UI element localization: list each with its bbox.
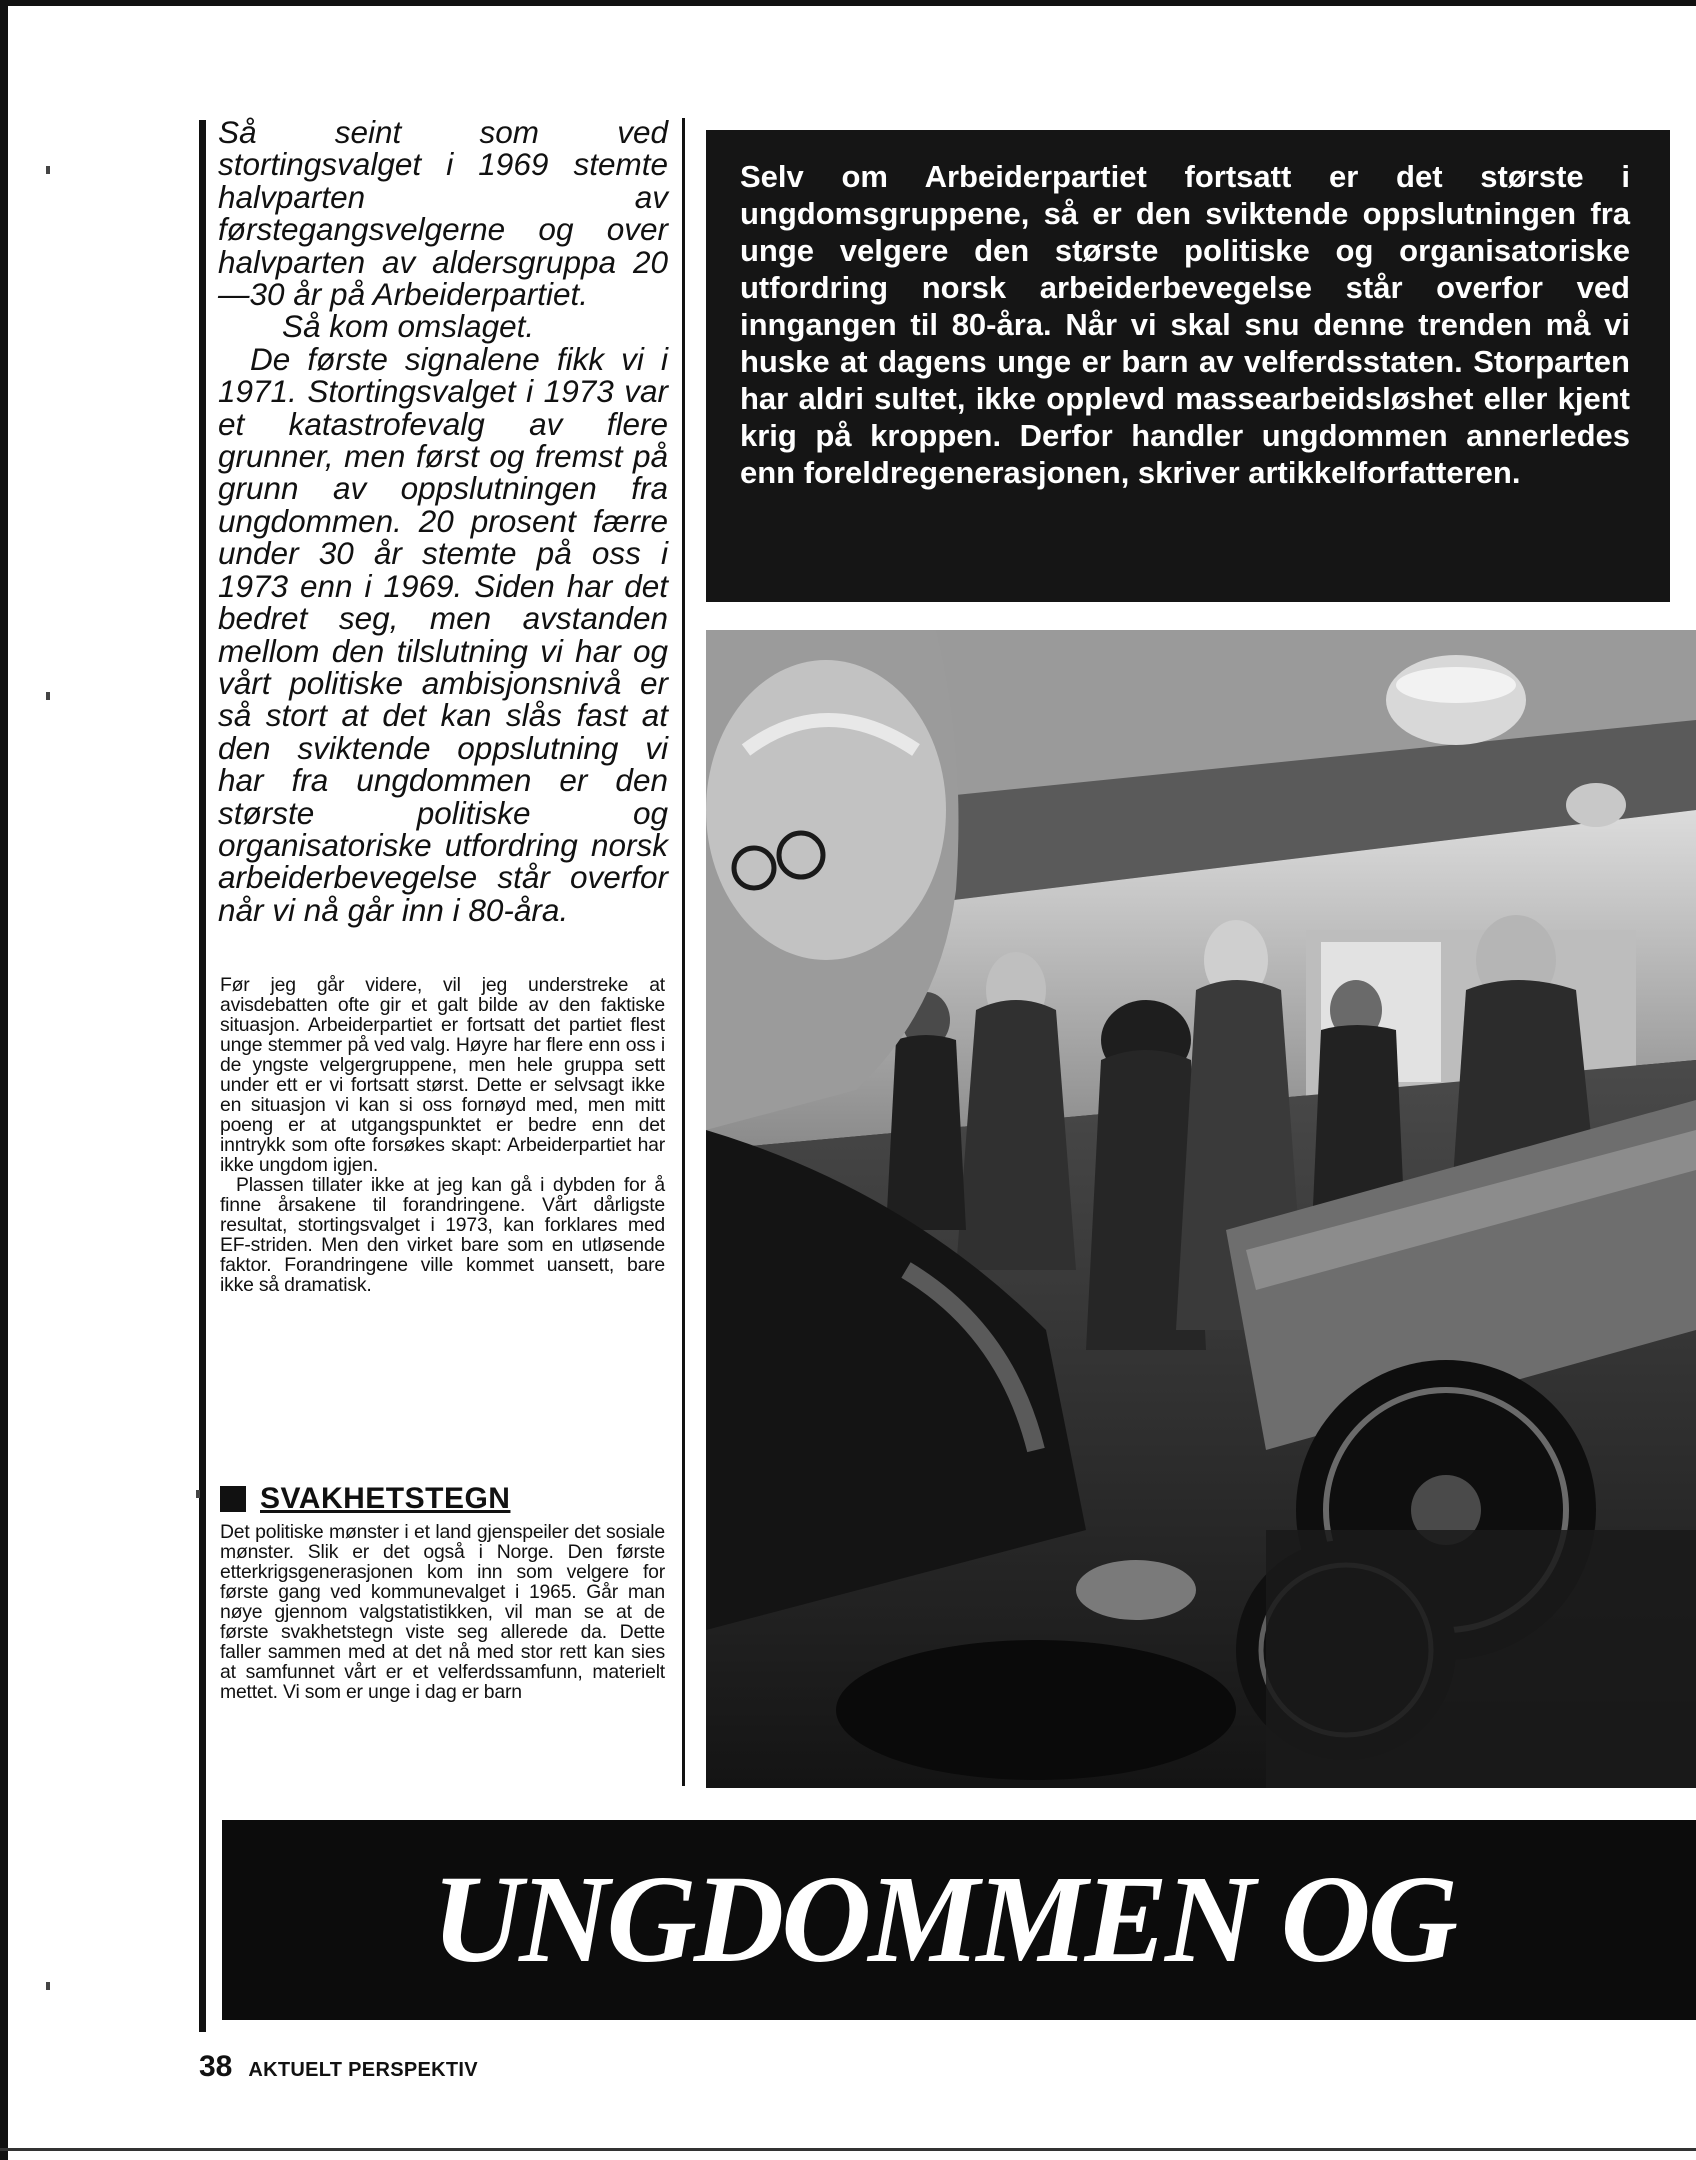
photo-illustration <box>706 630 1696 1788</box>
column-rule-right <box>682 118 685 1786</box>
headline-text: UNGDOMMEN OG <box>432 1851 1456 1989</box>
margin-mark <box>46 692 50 700</box>
page-footer <box>199 2050 478 2086</box>
margin-mark <box>46 1982 50 1990</box>
margin-mark <box>46 166 50 174</box>
lede-column <box>218 116 668 926</box>
lede-paragraph-1: Så seint som ved stortingsvalget i 1969 stemte halvparten av førstegangsvelgerne og over halvparten av aldersgruppa 20—30 år på Arbeiderpartiet. <box>218 114 668 313</box>
body-paragraph-1: Før jeg går videre, vil jeg understreke at avisdebatten ofte gir et galt bilde av den faktiske situasjon. Arbeiderpartiet er fortsatt det partiet flest unge stemmer på ved valg. Høyre har flere enn oss i de yngste velgergruppene, men hele gruppa sett under ett er vi fortsatt størst. Dette er selvsagt ikke en situasjon vi kan si oss fornøyd med, men mitt poeng er at utgangspunktet er bedre enn det inntrykk som ofte forsøkes skapt: Arbeiderpartiet har ikke ungdom igjen. <box>220 974 665 1176</box>
body-column-upper <box>220 975 665 1295</box>
page-bottom-edge <box>0 2148 1696 2151</box>
lede-paragraph-2: Så kom omslaget. <box>282 308 535 345</box>
pull-quote-box <box>706 130 1670 602</box>
article-photo <box>706 630 1696 1788</box>
subheading-label: SVAKHETSTEGN <box>260 1482 511 1515</box>
pull-quote-text: Selv om Arbeiderpartiet fortsatt er det største i ungdomsgruppene, så er den sviktende oppslutningen fra unge velgere den største politiske og organisatoriske utfordring norsk arbeiderbevegelse står overfor ved inngangen til 80-åra. Når vi skal snu denne trenden må vi huske at dagens unge er barn av velferdsstaten. Storparten har aldri sultet, ikke opplevd massearbeidsløshet eller kjent krig på kroppen. Derfor handler ungdommen annerledes enn foreldregenerasjonen, skriver artikkelforfatteren. <box>740 159 1630 490</box>
square-bullet-icon <box>220 1486 246 1512</box>
column-rule-left <box>199 120 206 2032</box>
body-paragraph-3: Det politiske mønster i et land gjenspeiler det sosiale mønster. Slik er det også i Norge. Den første etterkrigsgenerasjonen kom inn som velgere for første gang ved kommunevalget i 1965. Går man nøye gjennom valgstatistikken, vil man se at de første svakhetstegn viste seg allerede da. Dette faller sammen med at det nå med stor rett kan sies at samfunnet vårt er et velferdssamfunn, materielt mettet. Vi som er unge i dag er barn <box>220 1521 665 1703</box>
page-number: 38 <box>199 2050 233 2083</box>
body-paragraph-2: Plassen tillater ikke at jeg kan gå i dybden for å finne årsakene til forandringene. Vårt dårligste resultat, stortingsvalget i 1973, kan forklares med EF-striden. Men den virket bare som en utløsende faktor. Forandringene ville kommet uansett, bare ikke så dramatisk. <box>220 1174 665 1296</box>
publication-name: AKTUELT PERSPEKTIV <box>248 2059 478 2081</box>
body-column-lower <box>220 1522 665 1702</box>
headline-banner <box>222 1820 1696 2020</box>
subheading <box>220 1482 510 1516</box>
lede-paragraph-3: De første signalene fikk vi i 1971. Stortingsvalget i 1973 var et katastrofevalg av flere grunner, men først og fremst på grunn av oppslutningen fra ungdommen. 20 prosent færre under 30 år stemte på oss i 1973 enn i 1969. Siden har det bedret seg, men avstanden mellom den tilslutning vi har og vårt politiske ambisjonsnivå er så stort at det kan slås fast at den sviktende oppslutning vi har fra ungdommen er den største politiske og organisatoriske utfordring norsk arbeiderbevegelse står overfor når vi nå går inn i 80-åra. <box>218 340 668 928</box>
page-left-edge <box>0 0 8 2160</box>
page-top-edge <box>0 0 1696 6</box>
margin-mark <box>196 1490 200 1498</box>
